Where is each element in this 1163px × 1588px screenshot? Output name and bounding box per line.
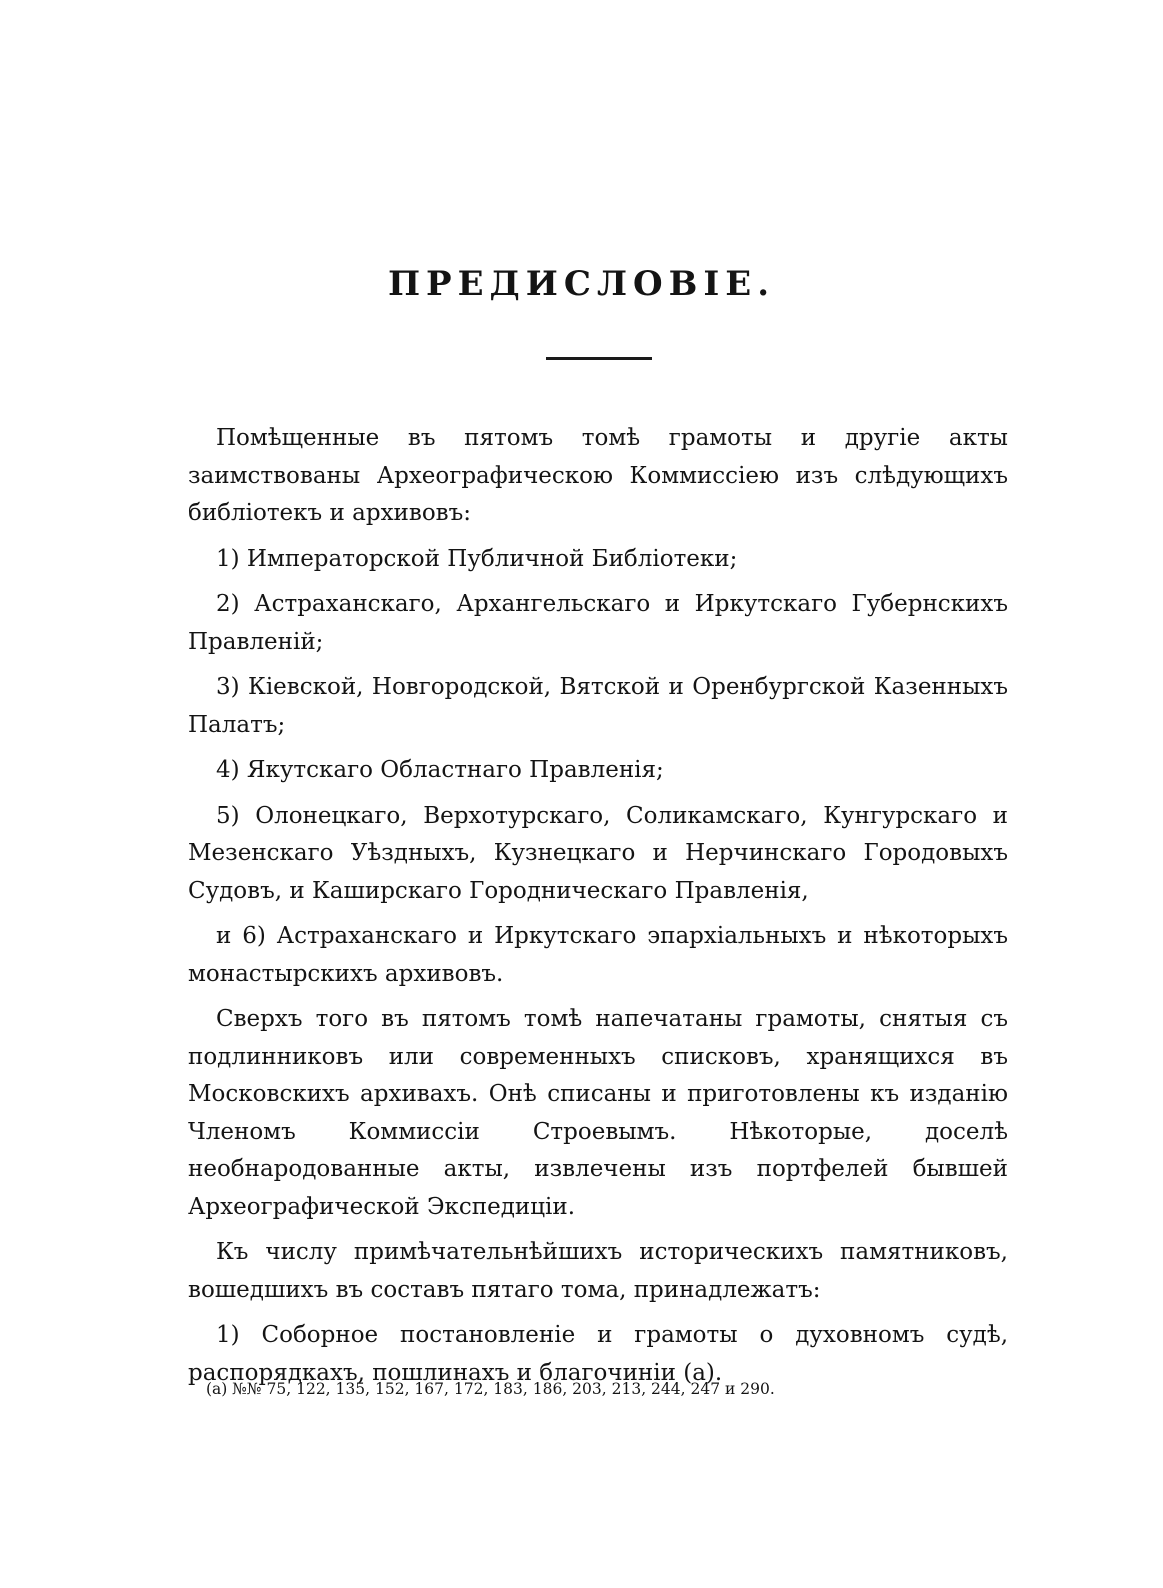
list-item-5: 5) Олонецкаго, Верхотурскаго, Соликамскаго, Кунгурскаго и Мезенскаго Уѣздныхъ, Кузнецкаго и Нерчинскаго Городовыхъ Судовъ, и Каширскаго Городническаго Правленія, [188, 802, 1008, 904]
notable-item-1: 1) Соборное постановленіе и грамоты о духовномъ судѣ, распорядкахъ, пошлинахъ и благочиніи (а). [188, 1322, 1008, 1386]
preface-body [188, 420, 1008, 1400]
list-item-1: 1) Императорской Публичной Библіотеки; [216, 545, 738, 572]
paragraph-intro: Помѣщенные въ пятомъ томѣ грамоты и другіе акты заимствованы Археографическою Коммиссіею изъ слѣдующихъ библіотекъ и архивовъ: [188, 425, 1008, 526]
list-item-3: 3) Кіевской, Новгородской, Вятской и Оренбургской Казенныхъ Палатъ; [188, 674, 1008, 738]
list-item-2: 2) Астраханскаго, Архангельскаго и Иркутскаго Губернскихъ Правленій; [188, 591, 1008, 655]
page-title: ПРЕДИСЛОВІЕ. [387, 264, 776, 304]
list-item-6: и 6) Астраханскаго и Иркутскаго эпархіальныхъ и нѣкоторыхъ монастырскихъ архивовъ. [188, 923, 1008, 987]
paragraph-notable-monuments: Къ числу примѣчательнѣйшихъ историческихъ памятниковъ, вошедшихъ въ составъ пятаго тома, принадлежатъ: [188, 1239, 1008, 1303]
paragraph-moscow-archives: Сверхъ того въ пятомъ томѣ напечатаны грамоты, снятыя съ подлинниковъ или современныхъ списковъ, хранящихся въ Московскихъ архивахъ. Онѣ списаны и приготовлены къ изданію Членомъ Коммиссіи Строевымъ. Нѣкоторые, доселѣ необнародованные акты, извлечены изъ портфелей бывшей Археографической Экспедиціи. [188, 1006, 1008, 1220]
list-item-4: 4) Якутскаго Областнаго Правленія; [216, 757, 664, 783]
title-divider [546, 357, 652, 360]
footnote: (а) №№ 75, 122, 135, 152, 167, 172, 183, 186, 203, 213, 244, 247 и 290. [206, 1380, 775, 1398]
